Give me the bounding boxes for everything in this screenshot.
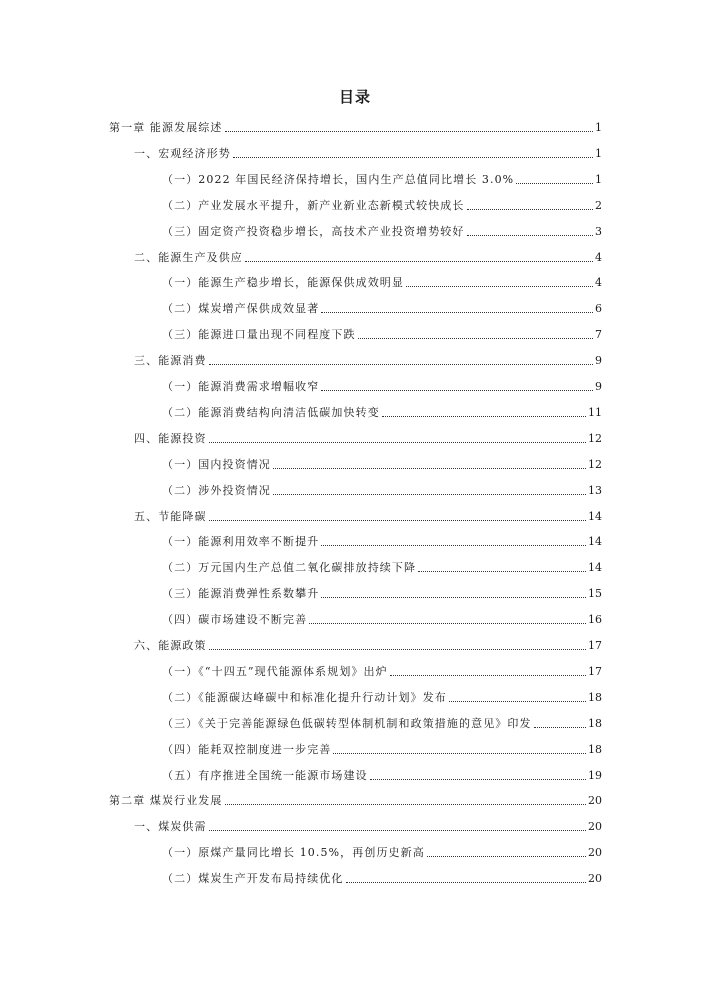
dot-leader: [449, 701, 586, 702]
toc-entry[interactable]: [162, 450, 602, 472]
dot-leader: [370, 779, 586, 780]
toc-entry-title: （五）有序推进全国统一能源市场建设: [162, 768, 368, 782]
dot-leader: [390, 675, 586, 676]
toc-page-number: 11: [588, 405, 602, 419]
dot-leader: [321, 312, 593, 313]
toc-entry[interactable]: [162, 605, 602, 627]
toc-entry[interactable]: [162, 320, 602, 342]
dot-leader: [233, 157, 593, 158]
toc-entry-title: （四）能耗双控制度进一步完善: [162, 742, 332, 756]
toc-entry-title: （一）原煤产量同比增长 10.5%，再创历史新高: [162, 846, 425, 860]
toc-entry[interactable]: [134, 139, 602, 161]
toc-page-number: 1: [595, 146, 602, 160]
dot-leader: [209, 649, 586, 650]
toc-entry[interactable]: [162, 268, 602, 290]
toc-page-number: 14: [588, 561, 602, 575]
toc-entry[interactable]: [134, 631, 602, 653]
toc-entry[interactable]: [162, 838, 602, 860]
toc-entry-title: 三、能源消费: [134, 354, 207, 368]
toc-page-number: 17: [588, 664, 602, 678]
toc-entry-title: （二）产业发展水平提升，新产业新业态新模式较快成长: [162, 198, 465, 212]
toc-entry[interactable]: [162, 683, 602, 705]
dot-leader: [225, 804, 587, 805]
dot-leader: [209, 364, 593, 365]
toc-page-number: 18: [588, 690, 602, 704]
toc-entry-title: 一、宏观经济形势: [134, 146, 231, 160]
toc-page-number: 20: [588, 820, 602, 834]
toc-entry-title: （二）万元国内生产总值二氧化碳排放持续下降: [162, 561, 417, 575]
toc-entry-title: （二）涉外投资情况: [162, 483, 271, 497]
toc-page-number: 9: [595, 380, 602, 393]
toc-page-number: 17: [588, 639, 602, 652]
toc-page-number: 18: [588, 742, 602, 756]
dot-leader: [467, 209, 594, 210]
toc-entry[interactable]: [162, 579, 602, 601]
toc-entry-title: （三）《关于完善能源绿色低碳转型体制机制和政策措施的意见》印发: [162, 716, 532, 730]
toc-entry-title: （一）能源消费需求增幅收窄: [162, 380, 320, 393]
toc-page-number: 18: [588, 716, 602, 730]
dot-leader: [209, 442, 586, 443]
dot-leader: [245, 261, 593, 262]
toc-entry-title: （三）能源进口量出现不同程度下跌: [162, 328, 356, 342]
toc-entry[interactable]: [134, 346, 602, 368]
toc-entry[interactable]: [134, 424, 602, 446]
toc-entry-title: （一）能源生产稳步增长，能源保供成效明显: [162, 276, 404, 290]
dot-leader: [273, 468, 586, 469]
toc-page-number: 14: [588, 509, 602, 523]
toc-page-number: 3: [595, 224, 602, 238]
toc-page-number: 4: [595, 250, 602, 264]
toc-page-number: 6: [595, 302, 602, 316]
toc-entry-title: （二）《能源碳达峰碳中和标准化提升行动计划》发布: [162, 690, 447, 704]
toc-page-number: 20: [588, 872, 602, 886]
toc-entry-title: 四、能源投资: [134, 431, 207, 445]
toc-entry[interactable]: [134, 243, 602, 265]
dot-leader: [309, 623, 586, 624]
toc-entry-title: 第一章 能源发展综述: [109, 121, 223, 134]
toc-entry[interactable]: [109, 786, 602, 808]
toc-page-number: 15: [588, 587, 602, 601]
toc-entry[interactable]: [134, 812, 602, 834]
toc-page-number: 7: [595, 328, 602, 342]
toc-page-number: 20: [588, 794, 602, 808]
toc-entry-title: （二）煤炭增产保供成效显著: [162, 302, 320, 316]
toc-entry-title: （一）《“十四五”现代能源体系规划》出炉: [162, 664, 388, 678]
toc-entry[interactable]: [162, 735, 602, 757]
toc-entry-title: 二、能源生产及供应: [134, 250, 243, 264]
dot-leader: [516, 183, 593, 184]
toc-entry-title: 六、能源政策: [134, 639, 207, 652]
toc-entry[interactable]: [162, 191, 602, 213]
dot-leader: [273, 494, 586, 495]
toc-page-number: 4: [595, 276, 602, 290]
toc-entry[interactable]: [162, 165, 602, 187]
toc-entry-title: （二）煤炭生产开发布局持续优化: [162, 872, 344, 886]
dot-leader: [534, 727, 586, 728]
toc-entry[interactable]: [162, 527, 602, 549]
toc-entry[interactable]: [162, 294, 602, 316]
toc-entry-title: （一）国内投资情况: [162, 457, 271, 471]
toc-page-number: 19: [588, 768, 602, 782]
dot-leader: [382, 416, 586, 417]
toc-entry[interactable]: [162, 761, 602, 783]
toc-entry[interactable]: [109, 113, 602, 135]
toc-entry-title: 第二章 煤炭行业发展: [109, 794, 223, 808]
toc-page-number: 12: [588, 457, 602, 471]
toc-entry-title: 一、煤炭供需: [134, 820, 207, 834]
toc-page-number: 2: [595, 198, 602, 212]
toc-entry-title: （一）2022 年国民经济保持增长，国内生产总值同比增长 3.0%: [162, 172, 515, 186]
toc-page-number: 14: [588, 535, 602, 549]
toc-entry[interactable]: [162, 864, 602, 886]
dot-leader: [225, 131, 594, 132]
toc-entry[interactable]: [162, 476, 602, 498]
toc-entry[interactable]: [162, 553, 602, 575]
toc-entry[interactable]: [162, 217, 602, 239]
dot-leader: [467, 235, 594, 236]
toc-page-number: 1: [595, 121, 602, 134]
dot-leader: [358, 338, 593, 339]
toc-entry-title: （三）固定资产投资稳步增长，高技术产业投资增势较好: [162, 224, 465, 238]
toc-entry[interactable]: [162, 709, 602, 731]
dot-leader: [427, 856, 586, 857]
dot-leader: [209, 830, 586, 831]
dot-leader: [406, 286, 593, 287]
toc-entry-title: （三）能源消费弹性系数攀升: [162, 587, 320, 601]
page-title: 目录: [338, 88, 371, 106]
toc-page-number: 16: [588, 613, 602, 627]
toc-page-number: 13: [588, 483, 602, 497]
toc-entry-title: （四）碳市场建设不断完善: [162, 613, 308, 627]
dot-leader: [346, 882, 587, 883]
dot-leader: [209, 520, 586, 521]
dot-leader: [418, 571, 586, 572]
dot-leader: [321, 545, 586, 546]
toc-entry[interactable]: [162, 657, 602, 679]
toc-entry[interactable]: [162, 398, 602, 420]
toc-entry[interactable]: [134, 502, 602, 524]
toc-entry-title: （二）能源消费结构向清洁低碳加快转变: [162, 405, 380, 419]
dot-leader: [333, 753, 586, 754]
dot-leader: [321, 390, 593, 391]
dot-leader: [321, 597, 586, 598]
toc-entry[interactable]: [162, 372, 602, 394]
toc-page-number: 1: [595, 172, 602, 186]
toc-entry-title: 五、节能降碳: [134, 509, 207, 523]
toc-page-number: 20: [588, 846, 602, 860]
toc-entry-title: （一）能源利用效率不断提升: [162, 535, 320, 549]
toc-page-number: 12: [588, 431, 602, 445]
toc-page-number: 9: [595, 354, 602, 368]
